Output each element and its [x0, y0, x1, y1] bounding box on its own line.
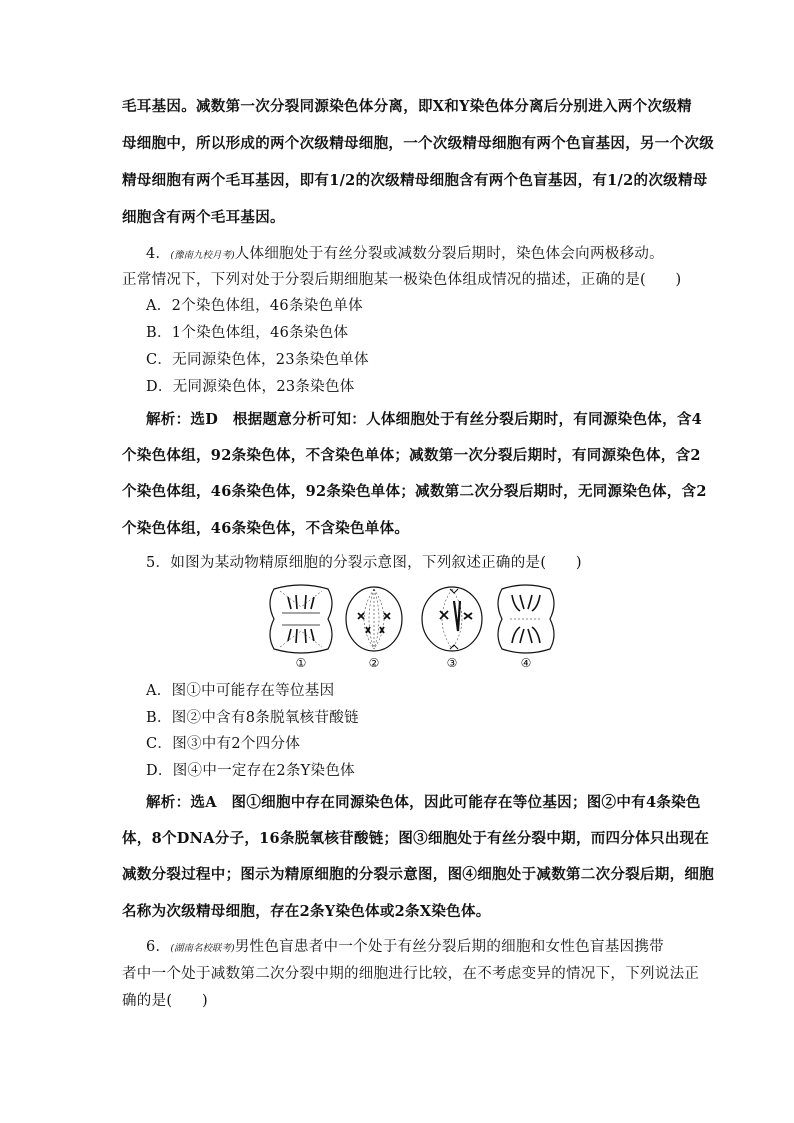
figure-label-4: ④ [520, 656, 532, 670]
q5-option-b: B．图②中含有8条脱氧核苷酸链 [146, 710, 359, 726]
q5-option-d: D．图④中一定存在2条Y染色体 [146, 763, 355, 779]
q4-stem-line-2: 正常情况下，下列对处于分裂后期细胞某一极染色体组成情况的描述，正确的是( ) [122, 272, 682, 288]
figure-label-1: ① [295, 656, 307, 670]
q6-stem-line-2: 者中一个处于减数第二次分裂中期的细胞进行比较，在不考虑变异的情况下，下列说法正 [122, 966, 700, 982]
q5-analysis-line-2: 体，8个DNA分子，16条脱氧核苷酸链；图③细胞处于有丝分裂中期，而四分体只出现在 [122, 830, 710, 847]
q4-option-a: A．2个染色体组，46条染色单体 [146, 298, 363, 314]
intro-line-2: 母细胞中，所以形成的两个次级精母细胞，一个次级精母细胞有两个色盲基因，另一个次级 [122, 135, 714, 152]
q6-source: (湖南名校联考) [170, 943, 235, 954]
q5-option-c: C．图③中有2个四分体 [146, 736, 301, 752]
q4-analysis-line-3: 个染色体组，46条染色体，92条染色单体；减数第二次分裂后期时，无同源染色体，含2 [122, 483, 707, 500]
cell-division-diagram [266, 583, 556, 655]
cell-4-drawing [498, 585, 554, 653]
q4-option-b: B．1个染色体组，46条染色体 [146, 325, 349, 341]
q4-number: 4． [146, 246, 171, 262]
cell-1-drawing [270, 585, 332, 653]
figure-label-3: ③ [446, 656, 458, 670]
cell-3-drawing [422, 587, 482, 651]
q5-option-a: A．图①中可能存在等位基因 [146, 683, 335, 699]
q6-stem-1: 男性色盲患者中一个处于有丝分裂后期的细胞和女性色盲基因携带 [234, 939, 664, 955]
cell-2-drawing [346, 587, 402, 651]
q5-analysis-line-1: 解析：选A 图①细胞中存在同源染色体，因此可能存在等位基因；图②中有4条染色 [146, 794, 701, 811]
q6-stem-line-3: 确的是( ) [122, 993, 208, 1009]
cell-division-figure [266, 583, 556, 673]
q5-analysis-line-3: 减数分裂过程中；图示为精原细胞的分裂示意图，图④细胞处于减数第二次分裂后期，细胞 [122, 866, 714, 883]
q4-analysis-line-4: 个染色体组，46条染色体，不含染色单体。 [122, 520, 410, 537]
intro-line-4: 细胞含有两个毛耳基因。 [122, 209, 285, 226]
q4-analysis-line-1: 解析：选D 根据题意分析可知：人体细胞处于有丝分裂后期时，有同源染色体，含4 [146, 411, 703, 428]
q4-source: (豫南九校月考) [170, 250, 235, 261]
q6-number: 6． [146, 939, 171, 955]
intro-line-1: 毛耳基因。减数第一次分裂同源染色体分离，即X和Y染色体分离后分别进入两个次级精 [122, 98, 692, 115]
q4-stem-line-1 [146, 244, 664, 266]
intro-line-3: 精母细胞有两个毛耳基因，即有1/2的次级精母细胞含有两个色盲基因，有1/2的次级精母 [122, 172, 708, 189]
q4-stem-1: 人体细胞处于有丝分裂或减数分裂后期时，染色体会向两极移动。 [234, 246, 664, 262]
q4-option-d: D．无同源染色体，23条染色体 [146, 379, 355, 395]
figure-label-2: ② [368, 656, 380, 670]
q6-stem-line-1 [146, 937, 664, 959]
q4-option-c: C．无同源染色体，23条染色单体 [146, 352, 369, 368]
q5-analysis-line-4: 名称为次级精母细胞，存在2条Y染色体或2条X染色体。 [122, 903, 491, 920]
q5-stem: 5．如图为某动物精原细胞的分裂示意图，下列叙述正确的是( ) [146, 555, 582, 571]
q4-analysis-line-2: 个染色体组，92条染色体，不含染色单体；减数第一次分裂后期时，有同源染色体，含2 [122, 447, 701, 464]
